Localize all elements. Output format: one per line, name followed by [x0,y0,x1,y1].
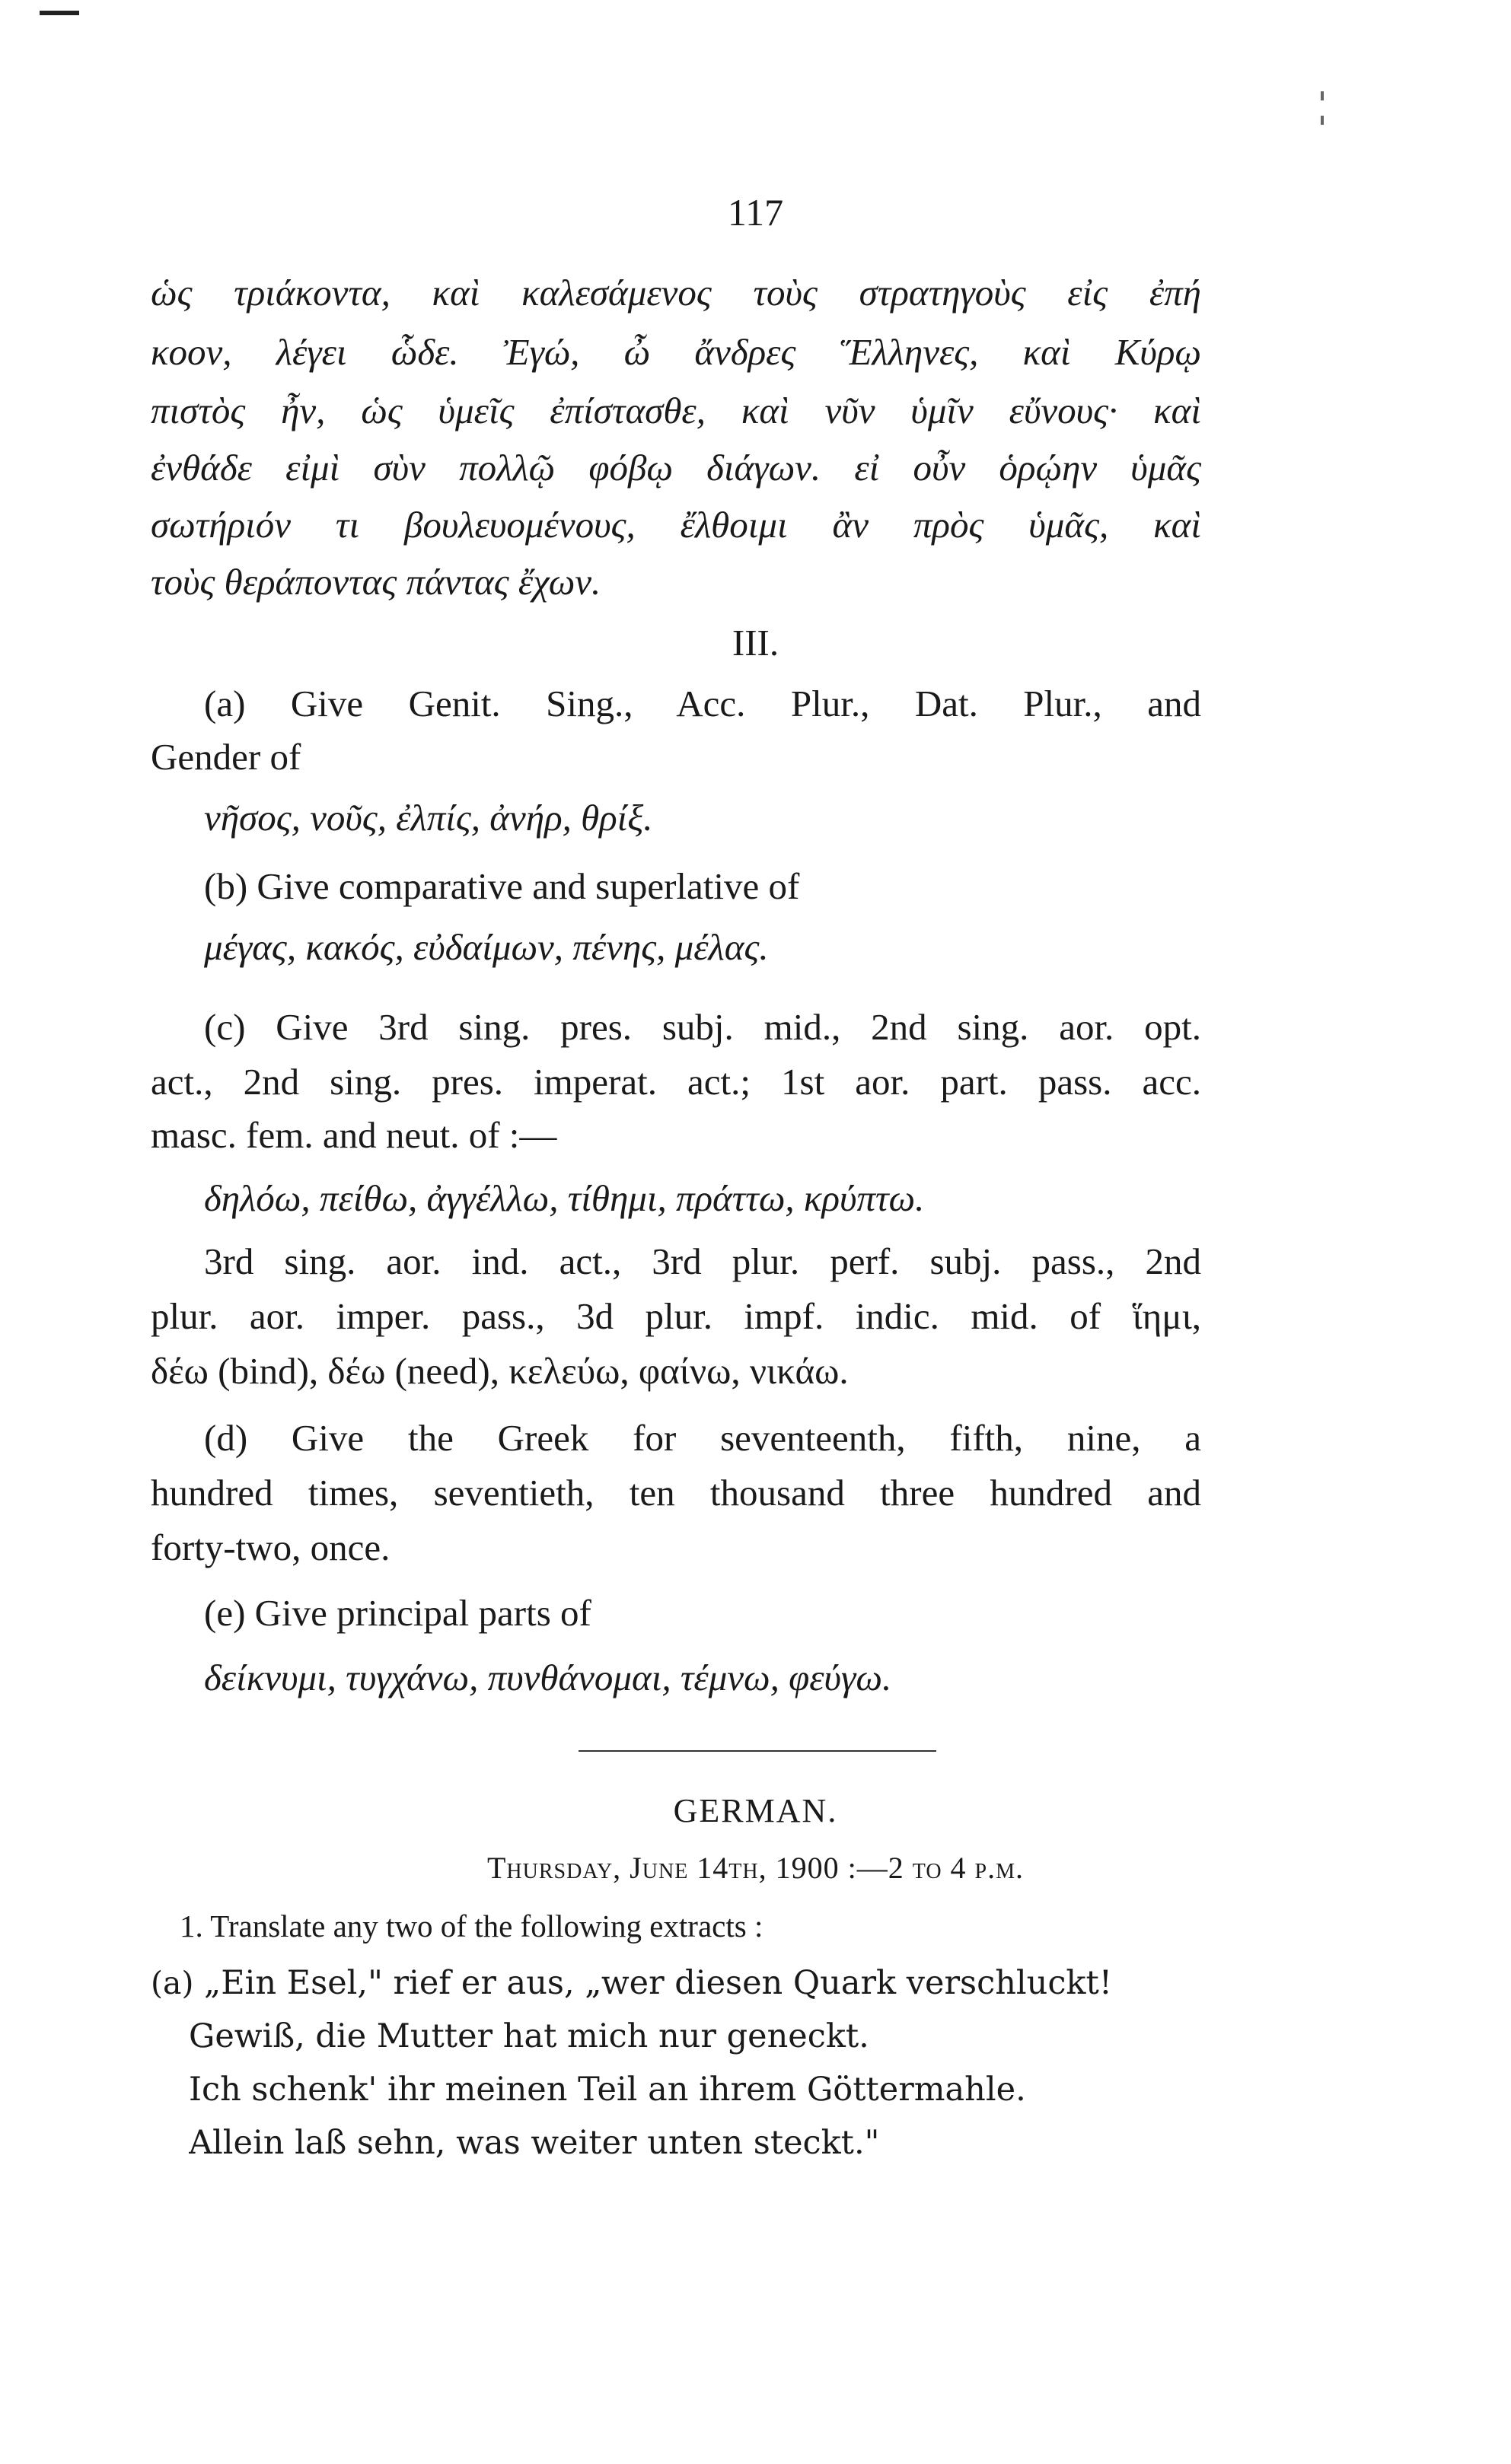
question-c-line: masc. fem. and neut. of :— [151,1114,557,1156]
margin-speck [1321,91,1324,100]
question-a-words: νῆσος, νοῦς, ἐλπίς, ἀνήρ, θρίξ. [204,797,653,839]
german-line: Allein laß sehn, was weiter unten steckt." [189,2124,880,2162]
question-e-line: (e) Give principal parts of [204,1592,591,1634]
question-d-line: (d) Give the Greek for seventeenth, fifth, nine, a [204,1417,1201,1459]
greek-line: σωτήριόν τι βουλευομένους, ἔλθοιμι ἂν πρὸς ὑμᾶς, καὶ [151,504,1201,546]
margin-speck [1321,116,1324,125]
german-line: Ich schenk' ihr meinen Teil an ihrem Göttermahle. [189,2071,1026,2109]
question-d-line: forty-two, once. [151,1526,391,1568]
extract-label: (a) [151,1965,194,2001]
question-c-words: δηλόω, πείθω, ἀγγέλλω, τίθημι, πράττω, κρύπτω. [204,1177,925,1219]
question-a-line: (a) Give Genit. Sing., Acc. Plur., Dat. Plur., and [204,683,1201,724]
question-b-words: μέγας, κακός, εὐδαίμων, πένης, μέλας. [204,926,769,968]
greek-line: ὡς τριάκοντα, καὶ καλεσάμενος τοὺς στρατηγοὺς εἰς ἐπή [151,272,1201,314]
section-heading: III. [732,622,779,664]
greek-line: ἐνθάδε εἰμὶ σὺν πολλῷ φόβῳ διάγων. εἰ οὖν ὁρῴην ὑμᾶς [151,447,1201,489]
question-c-line: δέω (bind), δέω (need), κελεύω, φαίνω, νικάω. [151,1350,849,1392]
question-c-line: (c) Give 3rd sing. pres. subj. mid., 2nd sing. aor. opt. [204,1006,1201,1048]
greek-line: κοον, λέγει ὧδε. Ἐγώ, ὦ ἄνδρες Ἕλληνες, καὶ Κύρῳ [151,331,1201,373]
question-b-line: (b) Give comparative and superlative of [204,865,800,907]
exam-date: Thursday, June 14th, 1900 :—2 to 4 p.m. [486,1851,1025,1885]
question-c-line: 3rd sing. aor. ind. act., 3rd plur. perf. subj. pass., 2nd [204,1240,1201,1282]
question-d-line: hundred times, seventieth, ten thousand three hundred and [151,1472,1201,1514]
question-c-line: plur. aor. imper. pass., 3d plur. impf. indic. mid. of ἵημι, [151,1295,1201,1337]
corner-mark [40,11,79,15]
greek-line: πιστὸς ἦν, ὡς ὑμεῖς ἐπίστασθε, καὶ νῦν ὑμῖν εὔνους· καὶ [151,390,1201,431]
question-e-words: δείκνυμι, τυγχάνω, πυνθάνομαι, τέμνω, φεύγω. [204,1657,892,1698]
divider-rule [579,1750,936,1752]
instruction: 1. Translate any two of the following extracts : [180,1908,763,1944]
question-a-line: Gender of [151,736,301,778]
german-line: Gewiß, die Mutter hat mich nur geneckt. [189,2017,869,2055]
question-c-line: act., 2nd sing. pres. imperat. act.; 1st aor. part. pass. acc. [151,1061,1201,1103]
page-number: 117 [727,191,784,234]
german-heading: GERMAN. [673,1792,838,1829]
german-line: „Ein Esel," rief er aus, „wer diesen Quark verschluckt! [204,1964,1113,2002]
greek-line: τοὺς θεράποντας πάντας ἔχων. [151,561,601,603]
